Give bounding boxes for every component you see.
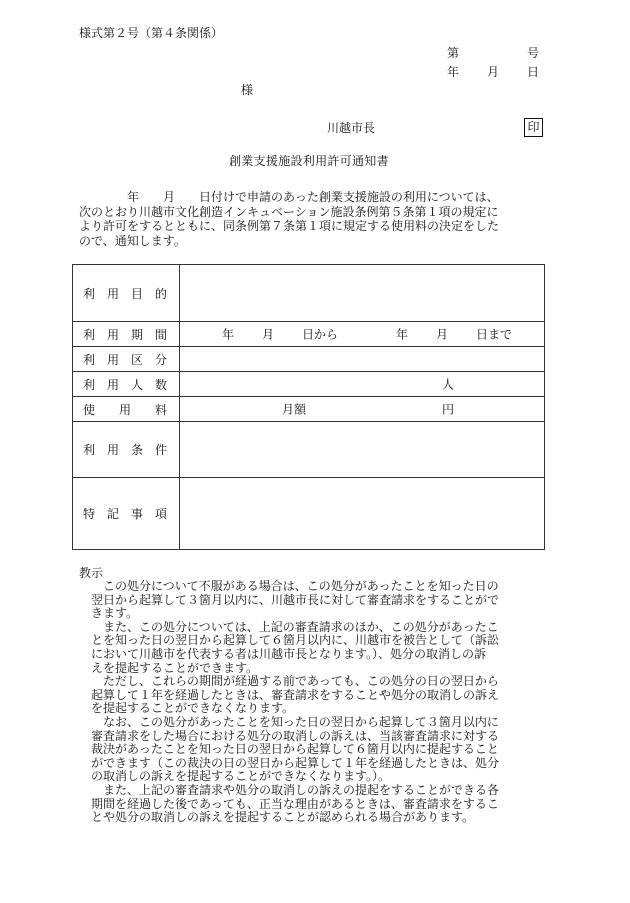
period-start-year: 年	[222, 327, 235, 342]
purpose-value-field[interactable]	[180, 265, 545, 322]
notice-line: また、この処分については、上記の審査請求のほか、この処分があったこ	[91, 619, 499, 634]
intro-paragraph	[79, 190, 555, 248]
form-number: 様式第２号（第４条関係）	[79, 26, 224, 40]
appeal-notice-heading: 教示	[79, 566, 104, 580]
fee-monthly-label: 月額	[282, 402, 307, 417]
notice-line: きます。	[91, 606, 139, 621]
period-end-suffix: 日まで	[476, 327, 513, 342]
table-row	[73, 397, 545, 422]
intro-line: より許可をするとともに、同条例第７条第１項に規定する使用料の決定をした	[79, 219, 500, 234]
conditions-value-field[interactable]	[180, 422, 545, 478]
notice-line: 裁決があったことを知った日の翌日から起算して６箇月以内に提起すること	[91, 742, 499, 757]
addressee-honorific: 様	[241, 83, 254, 97]
issuer-name: 川越市長	[327, 121, 376, 135]
permit-details-table	[72, 264, 545, 550]
notice-line: を提起することができなくなります。	[91, 701, 295, 716]
notice-line: なお、この処分があったことを知った日の翌日から起算して３箇月以内に	[91, 714, 499, 729]
document-number-unit: 号	[527, 46, 540, 60]
table-row	[73, 347, 545, 372]
category-label: 利 用 区 分	[73, 347, 180, 372]
appeal-notice-body	[91, 580, 561, 825]
fee-unit: 円	[442, 402, 455, 417]
purpose-label: 利 用 目 的	[73, 265, 180, 322]
period-start-suffix: 日から	[302, 327, 339, 342]
notice-line: とや処分の取消しの訴えを提起することが認められる場合があります。	[91, 810, 475, 825]
document-number-label: 第	[447, 46, 460, 60]
seal-box: 印	[524, 118, 543, 137]
intro-line: 年 月 日付けで申請のあった創業支援施設の利用については、	[79, 190, 499, 204]
notice-line: の取消しの訴えを提起することができなくなります。）。	[91, 769, 391, 784]
notice-line: 審査請求をした場合における処分の取消しの訴えは、当該審査請求に対する	[91, 728, 500, 743]
period-start-month: 月	[262, 327, 275, 342]
table-row	[73, 478, 545, 550]
table-row	[73, 322, 545, 347]
notice-line: 翌日から起算して３箇月以内に、川越市長に対して審査請求をすることがで	[91, 592, 500, 607]
category-value-field[interactable]	[180, 347, 545, 372]
table-row	[73, 422, 545, 478]
period-end-year: 年	[396, 327, 409, 342]
notes-label: 特 記 事 項	[73, 478, 180, 550]
notice-line: とを知った日の翌日から起算して６箇月以内に、川越市を被告として（訴訟	[91, 633, 500, 648]
notice-line: ができます（この裁決の日の翌日から起算して１年を経過したときは、処分	[91, 755, 500, 770]
notice-line: えを提起することができます。	[91, 660, 259, 675]
notice-line: 起算して１年を経過したときは、審査請求をすることや処分の取消しの訴え	[91, 687, 500, 702]
period-label: 利 用 期 間	[73, 322, 180, 347]
intro-line: 次のとおり川越市文化創造インキュベーション施設条例第５条第１項の規定に	[79, 204, 499, 219]
notice-line: ただし、これらの期間が経過する前であっても、この処分の日の翌日から	[91, 674, 499, 689]
notice-line: 期間を経過した後であっても、正当な理由があるときは、審査請求をするこ	[91, 796, 499, 811]
notice-line: また、上記の審査請求や処分の取消しの訴えの提起をすることができる各	[91, 782, 500, 797]
intro-line: ので、通知します。	[79, 233, 186, 248]
people-unit: 人	[442, 377, 455, 392]
fee-label: 使 用 料	[73, 397, 180, 422]
period-value-field[interactable]	[180, 322, 545, 347]
notice-line: この処分について不服がある場合は、この処分があったことを知った日の	[91, 579, 499, 593]
notes-value-field[interactable]	[180, 478, 545, 550]
period-end-month: 月	[436, 327, 449, 342]
date-day-label: 日	[527, 65, 540, 79]
date-month-label: 月	[487, 65, 500, 79]
table-row	[73, 372, 545, 397]
document-title: 創業支援施設利用許可通知書	[229, 154, 389, 168]
fee-value-field[interactable]	[180, 397, 545, 422]
conditions-label: 利 用 条 件	[73, 422, 180, 478]
table-row	[73, 265, 545, 322]
notice-line: において川越市を代表する者は川越市長となります。）、処分の取消しの訴	[91, 646, 487, 661]
people-value-field[interactable]	[180, 372, 545, 397]
people-label: 利 用 人 数	[73, 372, 180, 397]
date-year-label: 年	[447, 65, 460, 79]
